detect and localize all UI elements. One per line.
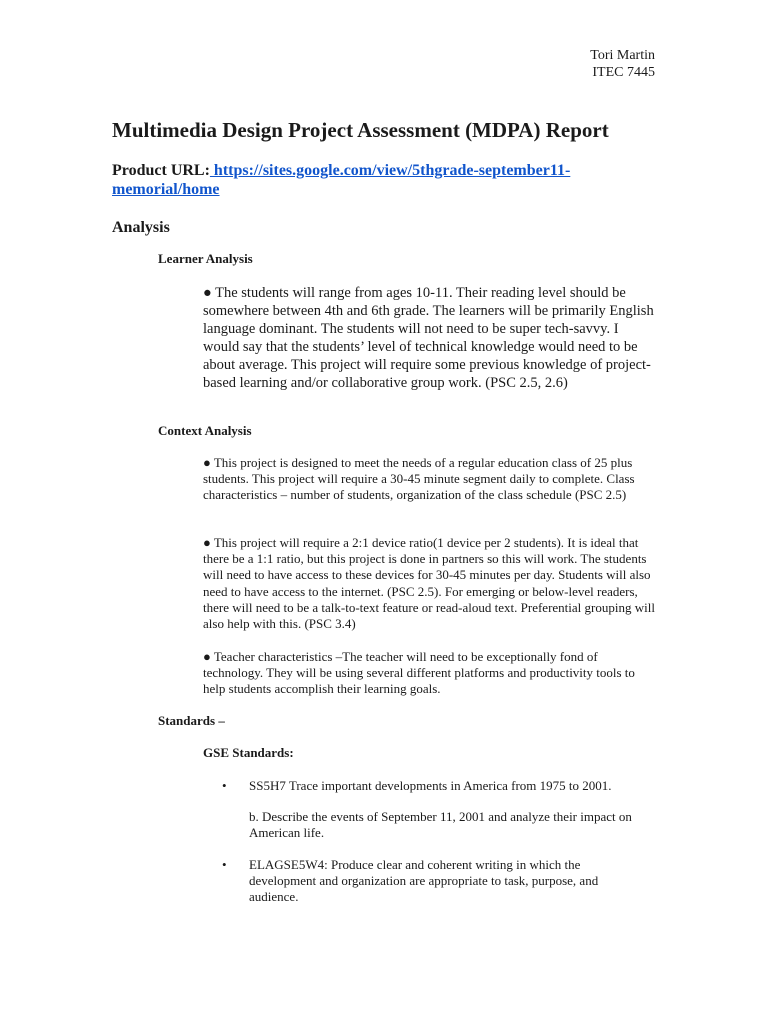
learner-analysis-paragraph: ● The students will range from ages 10-11. Their reading level should be somewhere between 4th and 6th grade. The learners will be primarily English language dominant. The students will not need to be super tech-savvy. I would say that the students’ level of technical knowledge would need to be about average. This project will require some previous knowledge of project-based learning and/or collaborative group work. (PSC 2.5, 2.6) xyxy=(203,285,654,392)
analysis-heading: Analysis xyxy=(112,219,170,236)
context-paragraph-2: ● This project will require a 2:1 device ratio(1 device per 2 students). It is ideal that there be a 1:1 ratio, but this project is done in partners so this will work. The students will need to have access to these devices for 30-45 minutes per day. Students will also need to have access to the internet. (PSC 2.5). For emerging or below-level readers, there will need to be a talk-to-text feature or read-aloud text. Preferential grouping will also help with this. (PSC 3.4) xyxy=(203,535,655,632)
bullet-icon: • xyxy=(222,857,227,872)
author-header xyxy=(590,47,655,81)
product-url-link-part1: https://sites.google.com/view/5thgrade-september11- xyxy=(209,162,571,179)
context-analysis-heading: Context Analysis xyxy=(158,423,252,438)
author-name: Tori Martin xyxy=(590,48,655,63)
bullet-icon: • xyxy=(222,778,227,793)
list-item xyxy=(222,778,649,794)
standards-heading: Standards – xyxy=(158,713,225,728)
standard-ss5h7-sub-b: b. Describe the events of September 11, 2001 and analyze their impact on American life. xyxy=(249,809,632,841)
product-url-link-part2: memorial/home xyxy=(112,181,220,198)
product-url-label: Product URL: xyxy=(112,162,210,179)
standard-elagse5w4: ELAGSE5W4: Produce clear and coherent writing in which the development and organization are appropriate to task, purpose, and audience. xyxy=(249,857,599,905)
page-title: Multimedia Design Project Assessment (MDPA) Report xyxy=(112,118,609,142)
product-url-line xyxy=(112,161,632,199)
context-paragraph-1: ● This project is designed to meet the needs of a regular education class of 25 plus students. This project will require a 30-45 minute segment daily to complete. Class characteristics – number of students, organization of the class schedule (PSC 2.5) xyxy=(203,455,635,503)
list-item xyxy=(222,857,649,906)
course-code: ITEC 7445 xyxy=(592,65,655,80)
learner-analysis-heading: Learner Analysis xyxy=(158,251,253,266)
standard-ss5h7: SS5H7 Trace important developments in America from 1975 to 2001. xyxy=(249,778,612,793)
gse-standards-heading: GSE Standards: xyxy=(203,745,294,760)
context-paragraph-3: ● Teacher characteristics –The teacher will need to be exceptionally fond of technology. They will be using several different platforms and productivity tools to help students accomplish their learning goals. xyxy=(203,649,635,697)
